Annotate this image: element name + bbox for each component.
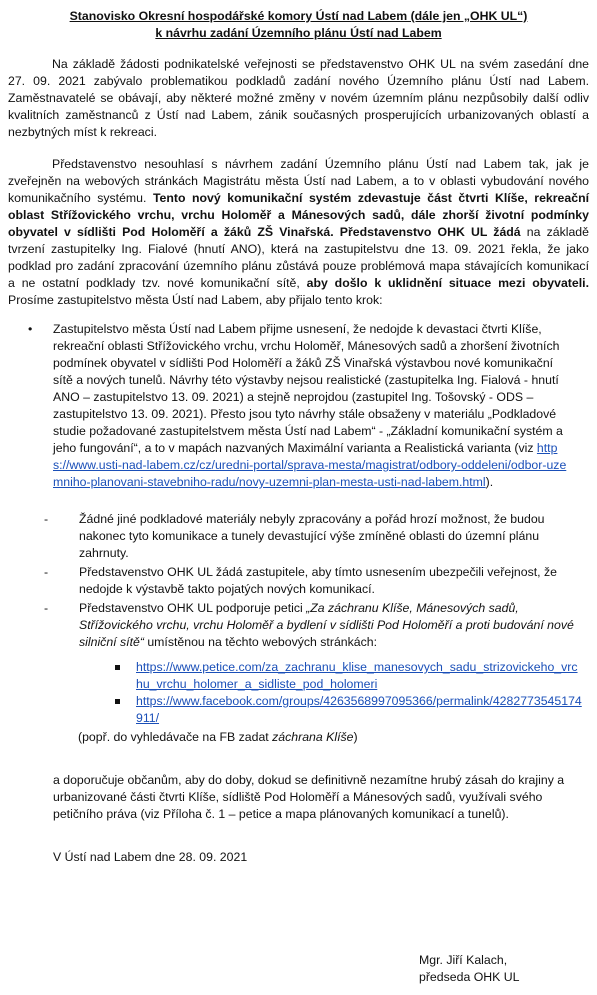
signature-role: předseda OHK UL xyxy=(419,970,520,984)
paragraph-position-b: Tento nový komunikační systém zdevastuje část čtvrti Klíše, rekreační oblast Střížovického vrchu, vrchu Holoměř a Mánesových sadů, dále zhorší životní podmínky obyvatel v sídlišti Pod Holoměří a žáků ZŠ Vinařská. Představenstvo OHK UL žádá xyxy=(8,191,589,239)
dash-item-3-a: Představenstvo OHK UL podporuje petici xyxy=(79,601,307,615)
bullet-list xyxy=(0,321,597,491)
dash-marker: - xyxy=(44,601,49,615)
dash-marker: - xyxy=(44,512,49,526)
dash-item-2-text: Představenstvo OHK UL žádá zastupitele, aby tímto usnesením ubezpečili veřejnost, že nedojde k výstavbě takto pojatých nových komunikací. xyxy=(79,565,557,596)
petition-link-item xyxy=(79,693,583,727)
bullet-item-end: ). xyxy=(485,475,494,489)
petition-links xyxy=(79,659,583,727)
signature-name: Mgr. Jiří Kalach, xyxy=(419,953,508,967)
link-petice[interactable]: https://www.petice.com/za_zachranu_klise_manesovych_sadu_strizovickeho_vrchu_vrchu_holomer_a_sidliste_pod_holomeri xyxy=(136,660,578,691)
paragraph-intro xyxy=(0,56,597,141)
document-date: V Ústí nad Labem dne 28. 09. 2021 xyxy=(53,850,248,864)
closing-paragraph: a doporučuje občanům, aby do doby, dokud se definitivně nezamítne hrubý zásah do krajiny a urbanizované části čtvrti Klíše, sídliště Pod Holoměří a Mánesových sadů, využívali svého petičního práva (viz Příloha č. 1 – petice a mapa plánovaných komunikací a tunelů). xyxy=(53,773,565,821)
bullet-item xyxy=(0,321,597,491)
paragraph-position-c: na základě tvrzení zastupitelky Ing. Fialové (hnutí ANO), která na zastupitelstvu dne 13. 09. 2021 řekla, že jako podklad pro zadání zpracování územního plánu zůstává pouze problémová mapa stávajících komunikací a ne ostatní podklady tzv. nové komunikační sítě, xyxy=(8,225,589,290)
dash-item-2 xyxy=(0,564,597,598)
petition-link-item xyxy=(79,659,583,693)
bullet-item-text: Zastupitelstvo města Ústí nad Labem přijme usnesení, že nedojde k devastaci čtvrti Klíše, rekreační oblasti Střížovického vrchu, vrchu Holoměř, Mánesových sadů a zhoršení životních podmínek obyvatel v sídlišti Pod Holoměří a žáků ZŠ Vinařská výstavbou nové komunikační sítě a nových tunelů. Návrhy této výstavby nejsou realistické (zastupitelka Ing. Fialová - hnutí ANO – zastupitelstvo 13. 09. 2021) a stejně neprojdou (zastupitel Ing. Tošovský - ODS – zastupitelstvo 13. 09. 2021). Přesto jsou tyto návrhy stále obsaženy v materiálu „Podkladové studie požadované zastupitelstvem města Ústí nad Labem“ - „Základní komunikační systém a jeho fungování“, a to v mapách nazvaných Maximální varianta a Realistická varianta (viz xyxy=(53,322,563,455)
title-line-1: Stanovisko Okresní hospodářské komory Ústí nad Labem (dále jen „OHK UL“) xyxy=(69,9,528,23)
dash-item-3-c: umístěnou na těchto webových stránkách: xyxy=(143,635,378,649)
dash-item-1-text: Žádné jiné podkladové materiály nebyly zpracovány a pořád hrozí možnost, že budou nakonec tyto komunikace a tunely devastující výše zmíněné oblasti do územní plánu zahrnuty. xyxy=(79,512,545,560)
dash-item-3 xyxy=(0,600,597,727)
paragraph-position-e: Prosíme zastupitelstvo města Ústí nad Labem, aby přijalo tento krok: xyxy=(8,293,383,307)
document-title xyxy=(10,8,587,42)
note-a: (popř. do vyhledávače na FB zadat xyxy=(78,730,273,744)
paragraph-intro-text: Na základě žádosti podnikatelské veřejnosti se představenstvo OHK UL na svém zasedání dne 27. 09. 2021 zabývalo problematikou podkladů zadání nového Územního plánu Ústí nad Labem. Zaměstnavatelé se obávají, aby některé možné změny v novém územním plánu nezpůsobily další odliv kvalitních zaměstnanců z Ústí nad Labem, zánik současných prosperujících urbanizovaných oblastí a nezbytných míst k rekreaci. xyxy=(8,57,589,139)
title-line-2: k návrhu zadání Územního plánu Ústí nad Labem xyxy=(155,26,442,40)
petition-name: „Za záchranu Klíše, Mánesových sadů, Střížovického vrchu, vrchu Holoměř a bydlení v sídlišti Pod Holoměří a proti budování nové silniční sítě“ xyxy=(79,601,574,649)
paragraph-position xyxy=(0,156,597,309)
link-facebook[interactable]: https://www.facebook.com/groups/4263568997095366/permalink/4282773545174911/ xyxy=(136,694,582,725)
dash-marker: - xyxy=(44,565,49,579)
note-b: záchrana Klíše xyxy=(272,730,354,744)
note-c: ) xyxy=(353,730,358,744)
paragraph-position-d: aby došlo k uklidnění situace mezi obyvateli. xyxy=(306,276,589,290)
signature-block xyxy=(419,952,519,986)
facebook-note xyxy=(0,729,597,746)
paragraph-position-a: Představenstvo nesouhlasí s návrhem zadání Územního plánu Ústí nad Labem tak, jak je zveřejněn na webových stránkách Magistrátu města Ústí nad Labem, a to v oblasti vybudování nového komunikačního systému. xyxy=(8,157,589,205)
link-usti-nad-labem[interactable]: https://www.usti-nad-labem.cz/cz/uredni-portal/sprava-mesta/magistrat/odbory-oddeleni/odbor-uzemniho-planovani-stavebniho-radu/novy-uzemni-plan-mesta-usti-nad-labem.html xyxy=(53,441,567,489)
dash-list xyxy=(0,511,597,727)
document-page xyxy=(0,8,597,995)
dash-item-1 xyxy=(0,511,597,562)
